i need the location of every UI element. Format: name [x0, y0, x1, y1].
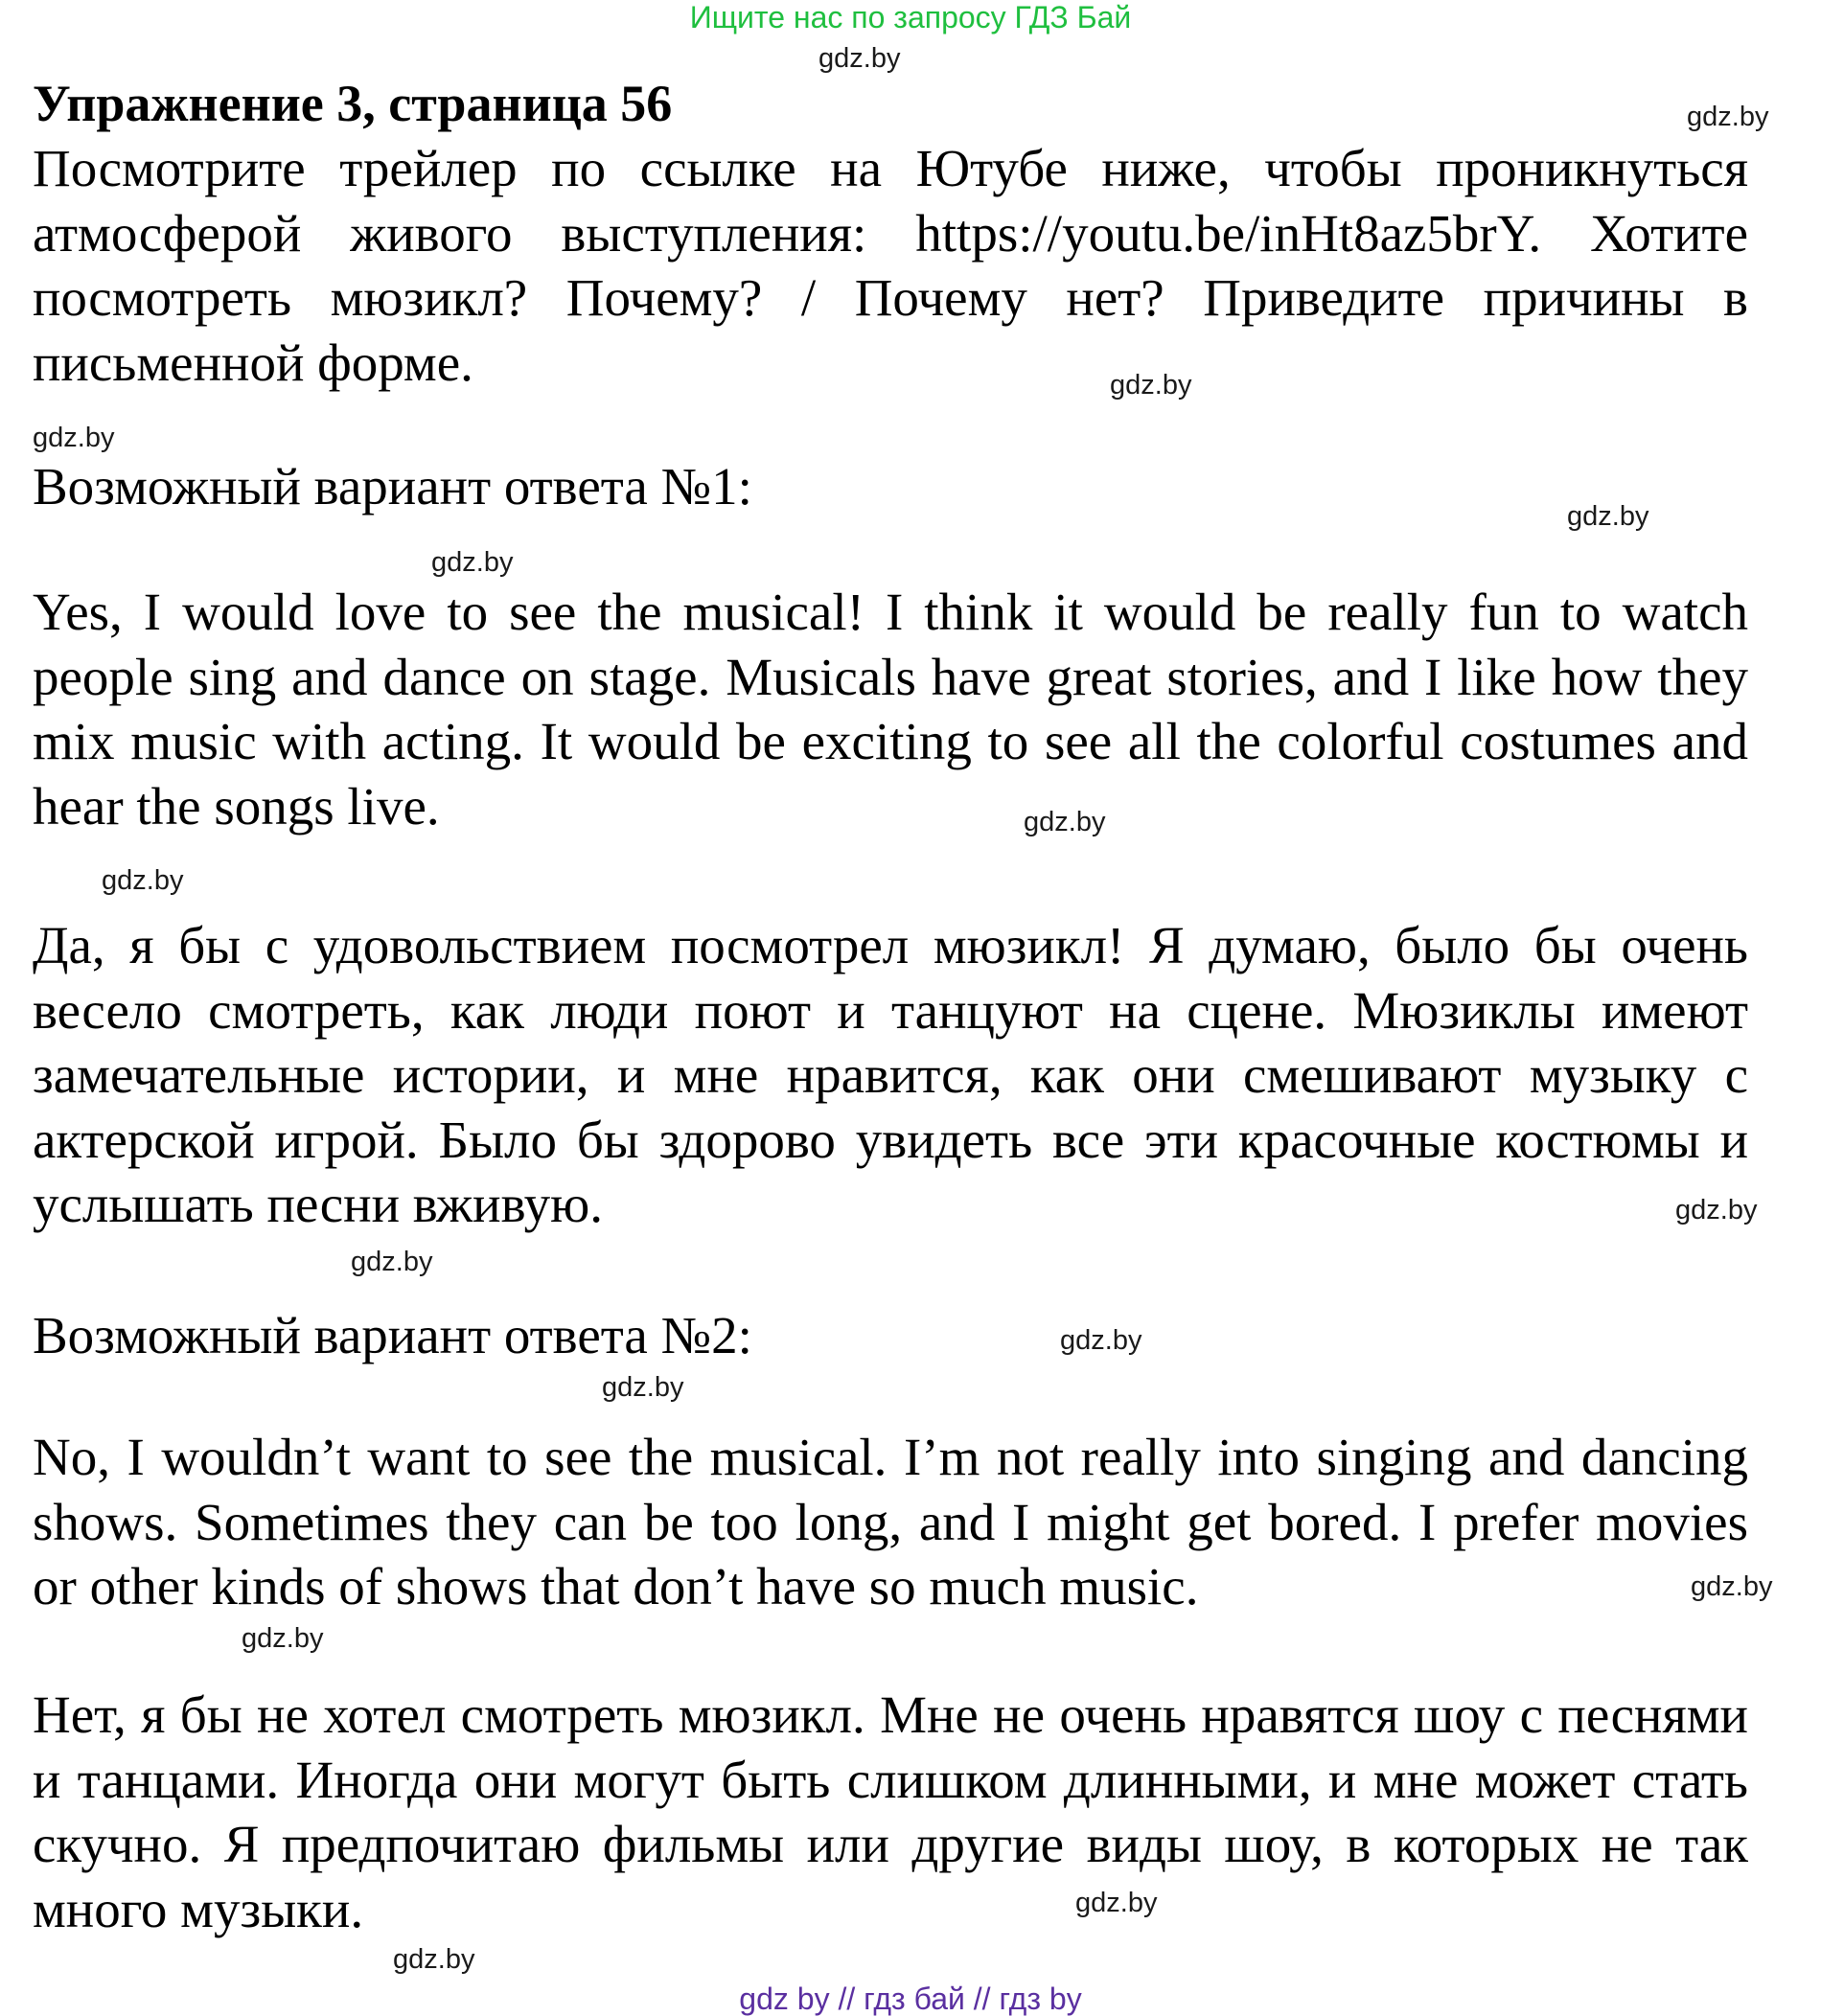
footer-links[interactable]: gdz by // гдз бай // гдз by: [739, 1982, 1082, 2016]
watermark: gdz.by: [602, 1372, 684, 1403]
watermark: gdz.by: [393, 1944, 475, 1975]
answer-1-heading: Возможный вариант ответа №1:: [33, 457, 752, 515]
answer-2-heading: Возможный вариант ответа №2:: [33, 1306, 752, 1364]
answer-1-russian: Да, я бы с удовольствием посмотрел мюзикл! Я думаю, было бы очень весело смотреть, как люди поют и танцуют на сцене. Мюзиклы имеют замечательные истории, и мне нравится, как они смешивают музыку с актерской игрой. Было бы здорово увидеть все эти красочные костюмы и услышать песни вживую.: [33, 916, 1748, 1233]
watermark: gdz.by: [242, 1623, 324, 1654]
watermark: gdz.by: [1687, 102, 1769, 132]
watermark: gdz.by: [431, 547, 514, 578]
task-text: Посмотрите трейлер по ссылке на Ютубе ниже, чтобы проникнуться атмосферой живого выступления: https://youtu.be/inHt8az5brY. Хотите посмотреть мюзикл? Почему? / Почему нет? Приведите причины в письменной форме.: [33, 139, 1748, 392]
watermark: gdz.by: [1024, 807, 1106, 837]
answer-2-russian: Нет, я бы не хотел смотреть мюзикл. Мне не очень нравятся шоу с песнями и танцами. Иногда они могут быть слишком длинными, и мне может стать скучно. Я предпочитаю фильмы или другие виды шоу, в которых не так много музыки.: [33, 1685, 1748, 1938]
watermark: gdz.by: [1691, 1571, 1773, 1602]
watermark: gdz.by: [818, 43, 901, 74]
answer-1-english: Yes, I would love to see the musical! I think it would be really fun to watch people sing and dance on stage. Musicals have great stories, and I like how they mix music with acting. It would be exciting to see all the colorful costumes and hear the songs live.: [33, 583, 1748, 836]
watermark: gdz.by: [1075, 1888, 1158, 1918]
watermark: gdz.by: [1567, 501, 1649, 532]
exercise-title: Упражнение 3, страница 56: [33, 75, 673, 132]
watermark: gdz.by: [102, 865, 184, 896]
top-banner-link[interactable]: Ищите нас по запросу ГДЗ Бай: [689, 0, 1132, 34]
watermark: gdz.by: [1675, 1195, 1758, 1226]
answer-2-english: No, I wouldn’t want to see the musical. I’m not really into singing and dancing shows. Sometimes they can be too long, and I might get bored. I prefer movies or other kinds of shows that don’t have so much music.: [33, 1428, 1748, 1615]
watermark: gdz.by: [1110, 370, 1192, 401]
watermark: gdz.by: [351, 1247, 433, 1277]
watermark: gdz.by: [33, 423, 115, 453]
watermark: gdz.by: [1060, 1325, 1142, 1356]
